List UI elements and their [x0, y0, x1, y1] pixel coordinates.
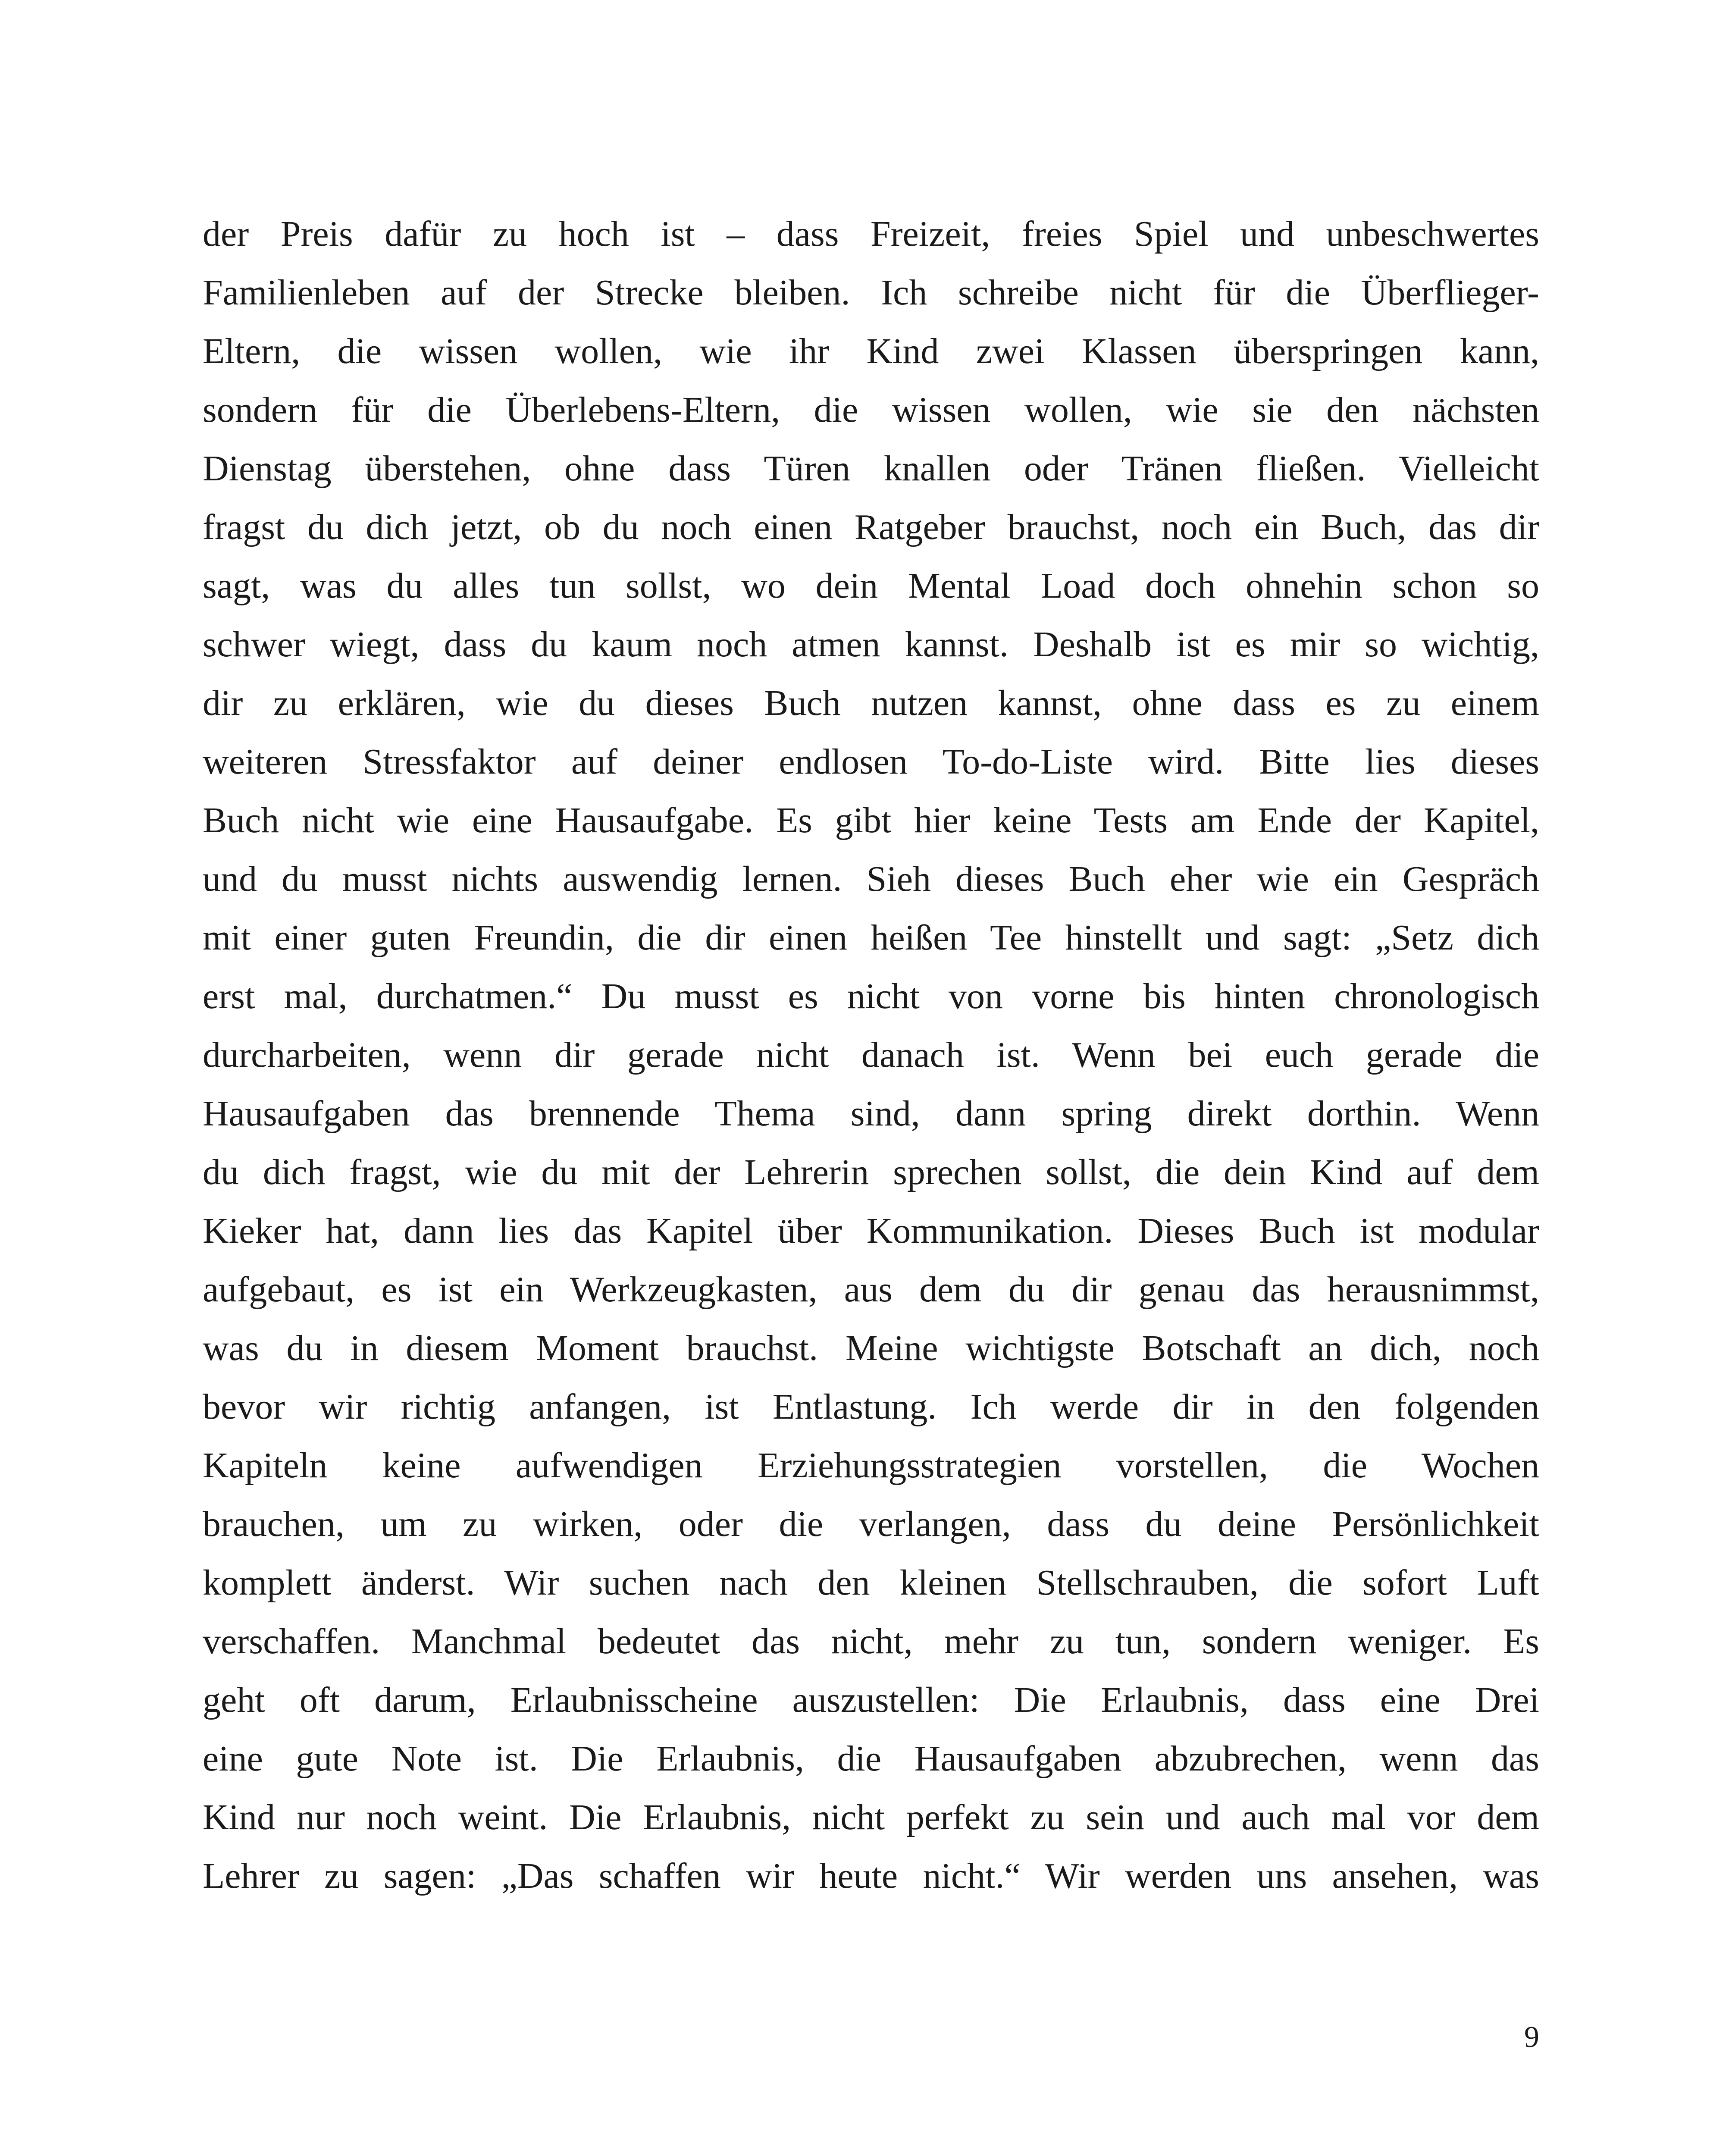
- text-line: sondern für die Überlebens-Eltern, die wissen wollen, wie sie den nächsten: [203, 390, 1539, 430]
- text-line: und du musst nichts auswendig lernen. Sieh dieses Buch eher wie ein Gespräch: [203, 859, 1539, 899]
- text-line: weiteren Stressfaktor auf deiner endlosen To-do-Liste wird. Bitte lies dieses: [203, 742, 1539, 782]
- text-line: was du in diesem Moment brauchst. Meine wichtigste Botschaft an dich, noch: [203, 1328, 1539, 1368]
- text-line: Familienleben auf der Strecke bleiben. Ich schreibe nicht für die Überflieger-: [203, 273, 1539, 313]
- text-line: Kieker hat, dann lies das Kapitel über Kommunikation. Dieses Buch ist modular: [203, 1211, 1539, 1251]
- body-text: [203, 205, 1539, 1905]
- text-line: komplett änderst. Wir suchen nach den kleinen Stellschrauben, die sofort Luft: [203, 1563, 1539, 1603]
- text-line: eine gute Note ist. Die Erlaubnis, die Hausaufgaben abzubrechen, wenn das: [203, 1739, 1539, 1779]
- text-line: durcharbeiten, wenn dir gerade nicht danach ist. Wenn bei euch gerade die: [203, 1035, 1539, 1075]
- text-line: der Preis dafür zu hoch ist – dass Freizeit, freies Spiel und unbeschwertes: [203, 214, 1539, 254]
- text-line: geht oft darum, Erlaubnisscheine auszustellen: Die Erlaubnis, dass eine Drei: [203, 1680, 1539, 1720]
- text-line: Lehrer zu sagen: „Das schaffen wir heute nicht.“ Wir werden uns ansehen, was: [203, 1856, 1539, 1896]
- text-line: schwer wiegt, dass du kaum noch atmen kannst. Deshalb ist es mir so wichtig,: [203, 624, 1539, 664]
- text-line: mit einer guten Freundin, die dir einen heißen Tee hinstellt und sagt: „Setz dich: [203, 918, 1539, 958]
- text-line: Kapiteln keine aufwendigen Erziehungsstrategien vorstellen, die Wochen: [203, 1445, 1539, 1485]
- text-line: brauchen, um zu wirken, oder die verlangen, dass du deine Persönlichkeit: [203, 1504, 1539, 1544]
- text-line: fragst du dich jetzt, ob du noch einen Ratgeber brauchst, noch ein Buch, das dir: [203, 507, 1539, 547]
- text-line: bevor wir richtig anfangen, ist Entlastung. Ich werde dir in den folgenden: [203, 1387, 1539, 1427]
- text-line: verschaffen. Manchmal bedeutet das nicht, mehr zu tun, sondern weniger. Es: [203, 1621, 1539, 1661]
- text-line: Eltern, die wissen wollen, wie ihr Kind zwei Klassen überspringen kann,: [203, 331, 1539, 371]
- text-line: aufgebaut, es ist ein Werkzeugkasten, aus dem du dir genau das herausnimmst,: [203, 1269, 1539, 1310]
- text-line: erst mal, durchatmen.“ Du musst es nicht von vorne bis hinten chronologisch: [203, 976, 1539, 1016]
- text-line: Buch nicht wie eine Hausaufgabe. Es gibt hier keine Tests am Ende der Kapitel,: [203, 800, 1539, 840]
- text-line: sagt, was du alles tun sollst, wo dein Mental Load doch ohnehin schon so: [203, 566, 1539, 606]
- text-line: Dienstag überstehen, ohne dass Türen knallen oder Tränen fließen. Vielleicht: [203, 448, 1539, 489]
- text-line: Kind nur noch weint. Die Erlaubnis, nicht perfekt zu sein und auch mal vor dem: [203, 1797, 1539, 1837]
- text-line: Hausaufgaben das brennende Thema sind, dann spring direkt dorthin. Wenn: [203, 1094, 1539, 1134]
- page-number: 9: [1524, 2021, 1539, 2054]
- text-line: dir zu erklären, wie du dieses Buch nutzen kannst, ohne dass es zu einem: [203, 683, 1539, 723]
- text-line: du dich fragst, wie du mit der Lehrerin sprechen sollst, die dein Kind auf dem: [203, 1152, 1539, 1192]
